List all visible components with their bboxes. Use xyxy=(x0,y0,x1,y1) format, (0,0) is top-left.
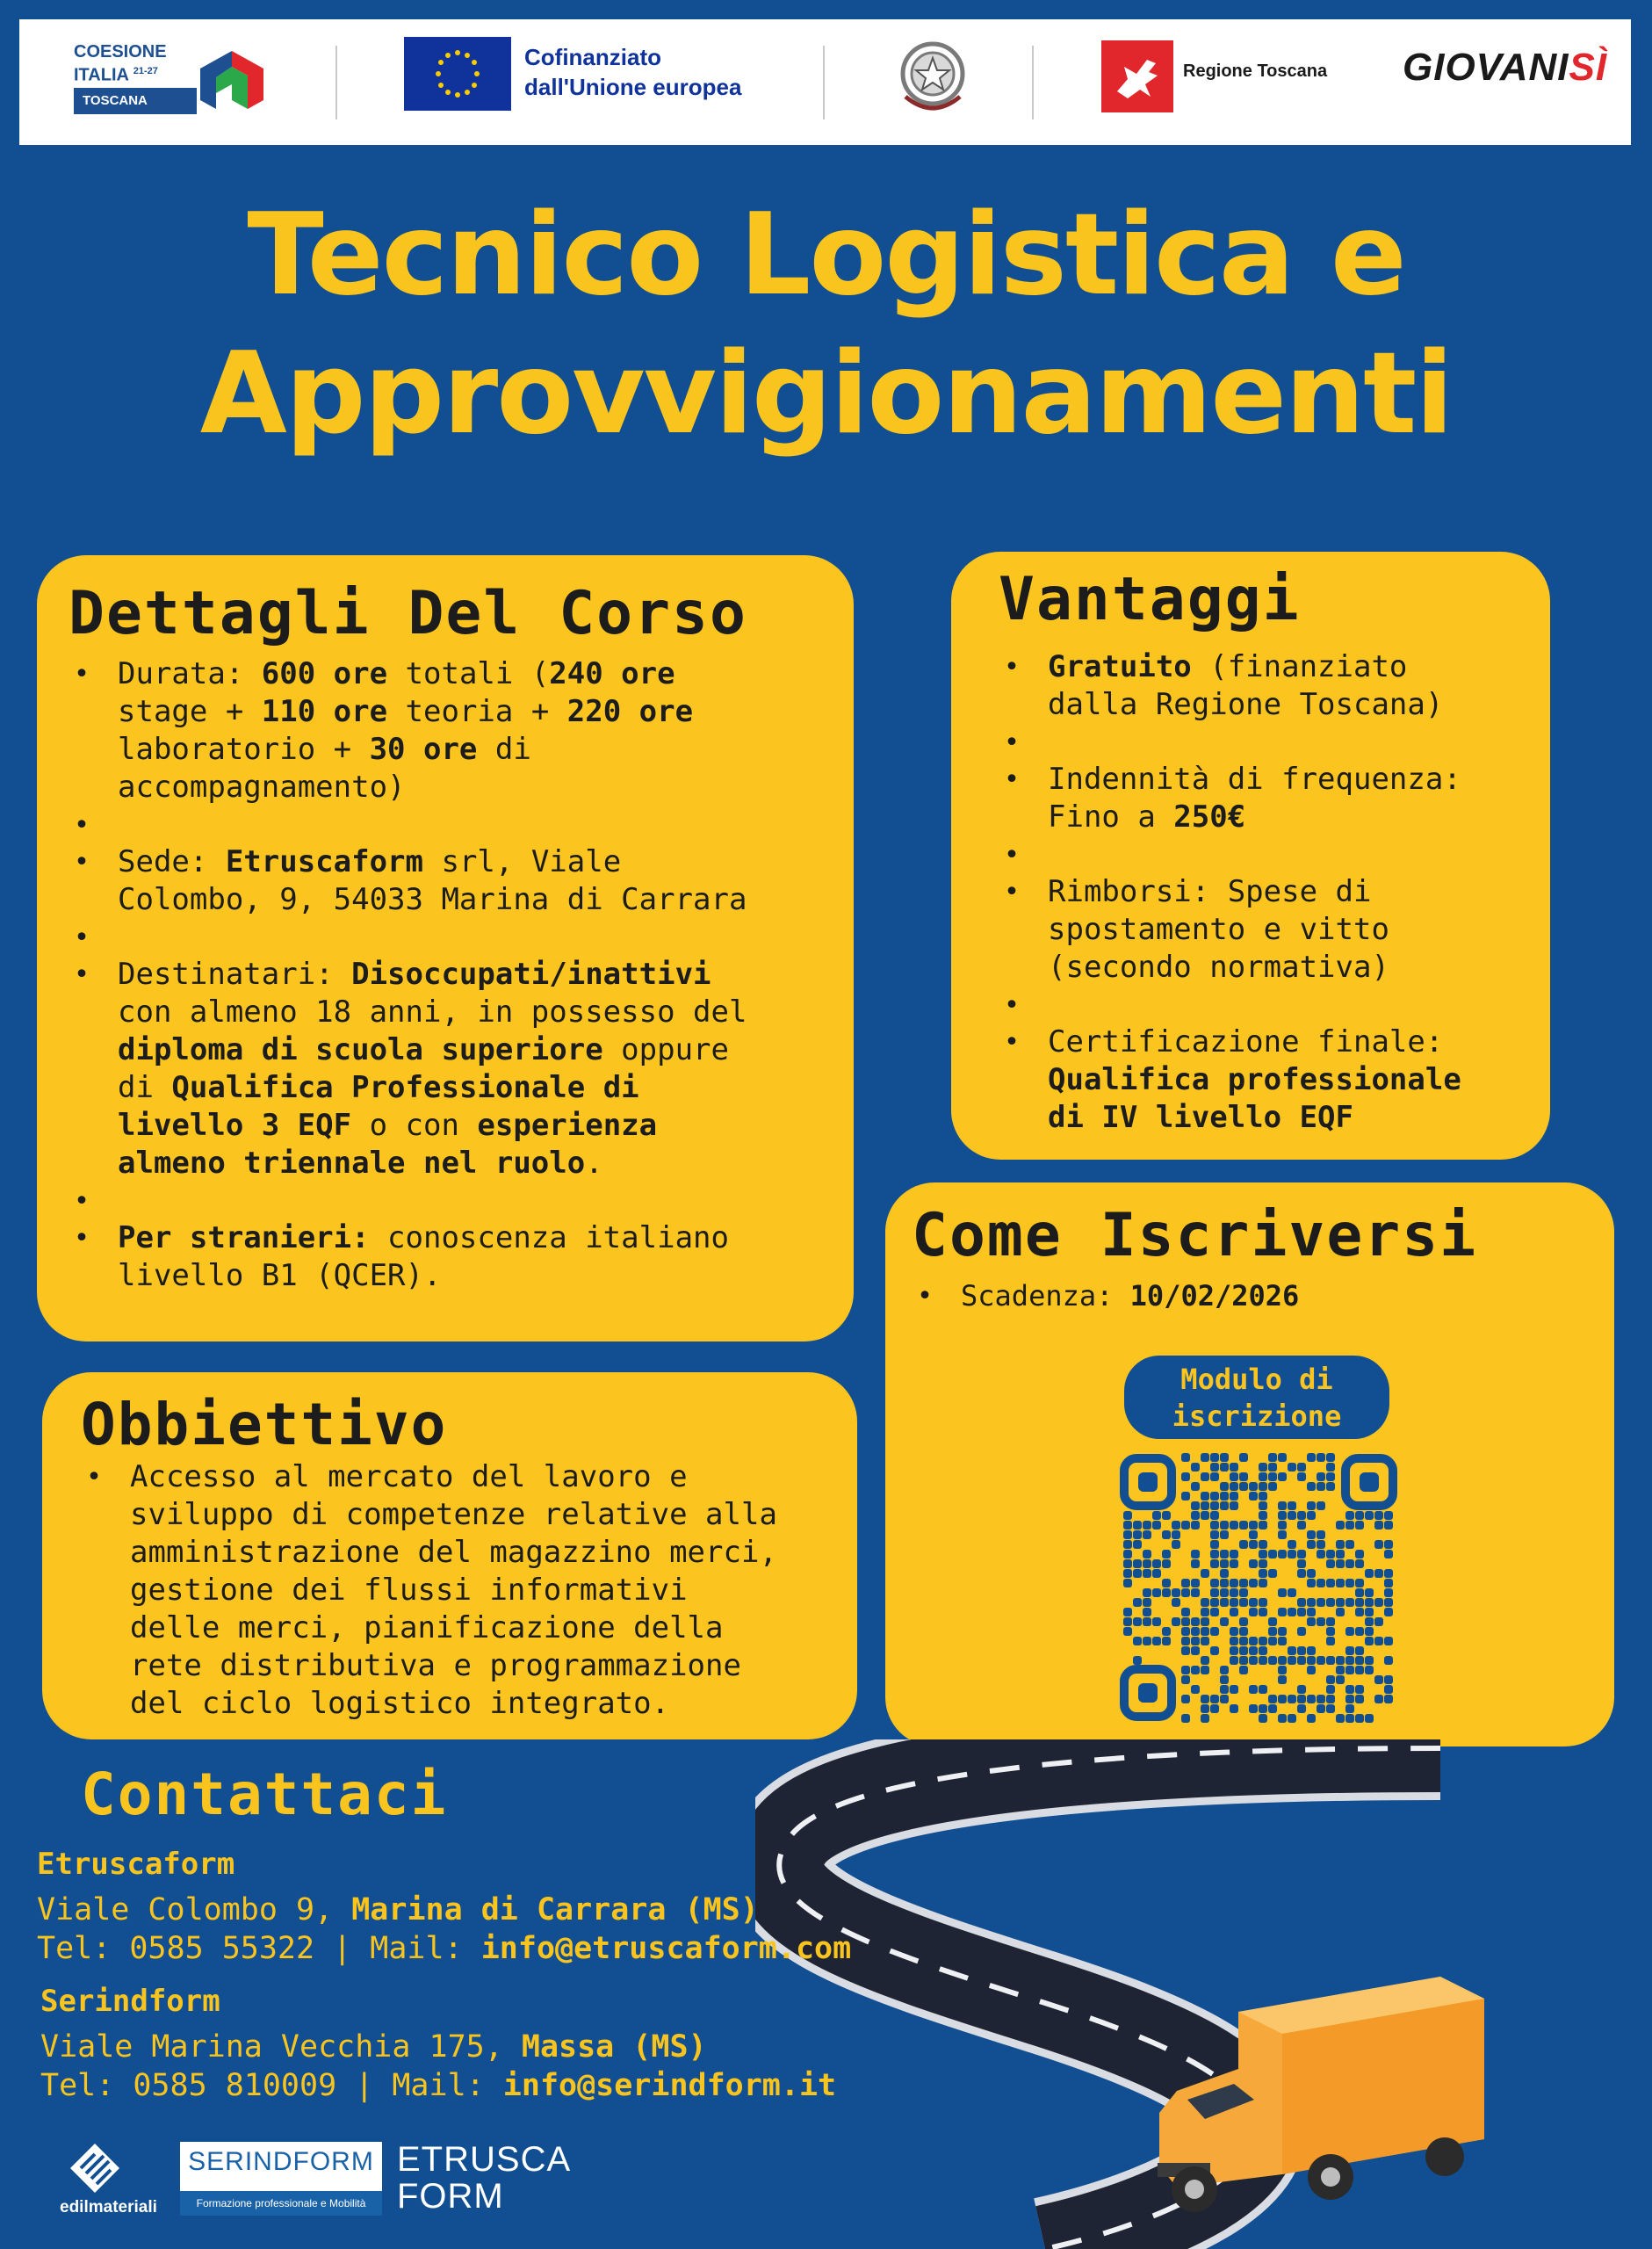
etruscaform-name: Etruscaform xyxy=(37,1847,235,1882)
serindform-logo-subtitle: Formazione professionale e Mobilità xyxy=(180,2191,382,2216)
sede-item: • Sede: Etruscaform srl, Viale Colombo, 9, 54033 Marina di Carrara xyxy=(118,843,838,919)
enrollment-list xyxy=(961,1277,1576,1315)
eu-flag-icon xyxy=(404,37,511,111)
coesione-italia-logo xyxy=(74,35,289,132)
partner-logo-bar xyxy=(19,19,1631,145)
registration-form-button[interactable]: Modulo di iscrizione xyxy=(1124,1356,1389,1439)
regione-toscana-label: Regione Toscana xyxy=(1183,61,1328,81)
edilmateriali-logo-icon xyxy=(69,2142,121,2195)
coesione-line1: COESIONE xyxy=(74,42,167,61)
course-details-heading: Dettagli Del Corso xyxy=(69,579,747,648)
title-line2: Approvvigionamenti xyxy=(199,329,1453,459)
regione-toscana-pegasus-icon xyxy=(1101,40,1173,112)
giovani-si-logo xyxy=(1403,46,1607,90)
serindform-address: Viale Marina Vecchia 175, Massa (MS) xyxy=(40,2029,707,2065)
course-details-list xyxy=(118,655,838,1295)
giovani-si-text: SÌ xyxy=(1569,46,1608,89)
coesione-region: TOSCANA xyxy=(74,88,197,114)
logo-divider xyxy=(823,46,825,119)
eu-cofinanziato-text xyxy=(524,42,741,102)
rimborsi-item: • Rimborsi: Spese di spostamento e vitto (secondo normativa) xyxy=(1048,873,1535,987)
etruscaform-mail-link[interactable]: info@etruscaform.com xyxy=(480,1931,852,1966)
etruscaform-logo: ETRUSCA FORM xyxy=(397,2140,572,2216)
logo-divider xyxy=(1032,46,1034,119)
durata-item: • Durata: 600 ore totali (240 ore stage + 110 ore teoria + 220 ore laboratorio + 30 ore di accompagnamento) xyxy=(118,655,838,806)
title-line1: Tecnico Logistica e xyxy=(247,190,1405,321)
eu-line2: dall'Unione europea xyxy=(524,74,742,100)
course-details-card xyxy=(37,555,854,1341)
destinatari-item: • Destinatari: Disoccupati/inattivi con almeno 18 anni, in possesso del diploma di scuola superiore oppure di Qualifica Professionale di livello 3 EQF o con esperienza almeno triennale nel ruolo. xyxy=(118,956,838,1182)
objective-card xyxy=(42,1372,857,1739)
indennita-item: • Indennità di frequenza: Fino a 250€ xyxy=(1048,761,1535,836)
coesione-arrows-icon xyxy=(197,47,267,118)
eu-line1: Cofinanziato xyxy=(524,44,661,70)
coesione-years: 21-27 xyxy=(133,66,158,76)
serindform-logo xyxy=(180,2142,382,2216)
contacts-heading: Contattaci xyxy=(81,1761,448,1828)
enrollment-heading: Come Iscriversi xyxy=(912,1201,1478,1270)
stranieri-item: • Per stranieri: conoscenza italiano livello B1 (QCER). xyxy=(118,1219,838,1295)
objective-item: • Accesso al mercato del lavoro e sviluppo di competenze relative alla amministrazione del magazzino merci, gestione dei flussi informativi delle merci, pianificazione della rete distributiva e programmazione del ciclo logistico integrato. xyxy=(130,1458,841,1723)
deadline-item: • Scadenza: 10/02/2026 xyxy=(961,1277,1576,1315)
registration-qr-code-icon[interactable] xyxy=(1117,1451,1400,1724)
delivery-truck-icon xyxy=(1142,1959,1493,2223)
page-title xyxy=(0,186,1652,464)
coesione-line2: ITALIA xyxy=(74,65,129,85)
gratuito-item: • Gratuito (finanziato dalla Regione Toscana) xyxy=(1048,648,1535,724)
serindform-mail-link[interactable]: info@serindform.it xyxy=(502,2068,837,2103)
edilmateriali-label: edilmateriali xyxy=(60,2198,157,2216)
serindform-contacts: Tel: 0585 810009 | Mail: info@serindform.it xyxy=(40,2068,837,2103)
logo-divider xyxy=(335,46,337,119)
giovani-text: GIOVANI xyxy=(1403,46,1569,89)
serindform-name: Serindform xyxy=(40,1984,220,2019)
etruscaform-address: Viale Colombo 9, Marina di Carrara (MS) xyxy=(37,1892,759,1927)
objective-heading: Obbiettivo xyxy=(81,1391,448,1458)
advantages-heading: Vantaggi xyxy=(999,565,1301,634)
advantages-card xyxy=(951,552,1550,1160)
advantages-list xyxy=(1048,648,1535,1137)
objective-list xyxy=(130,1458,841,1723)
italian-republic-emblem-icon xyxy=(893,35,972,123)
certificazione-item: • Certificazione finale: Qualifica professionale di IV livello EQF xyxy=(1048,1023,1535,1137)
etruscaform-contacts: Tel: 0585 55322 | Mail: info@etruscaform.com xyxy=(37,1931,852,1966)
serindform-logo-text: SERINDFORM xyxy=(188,2147,374,2176)
